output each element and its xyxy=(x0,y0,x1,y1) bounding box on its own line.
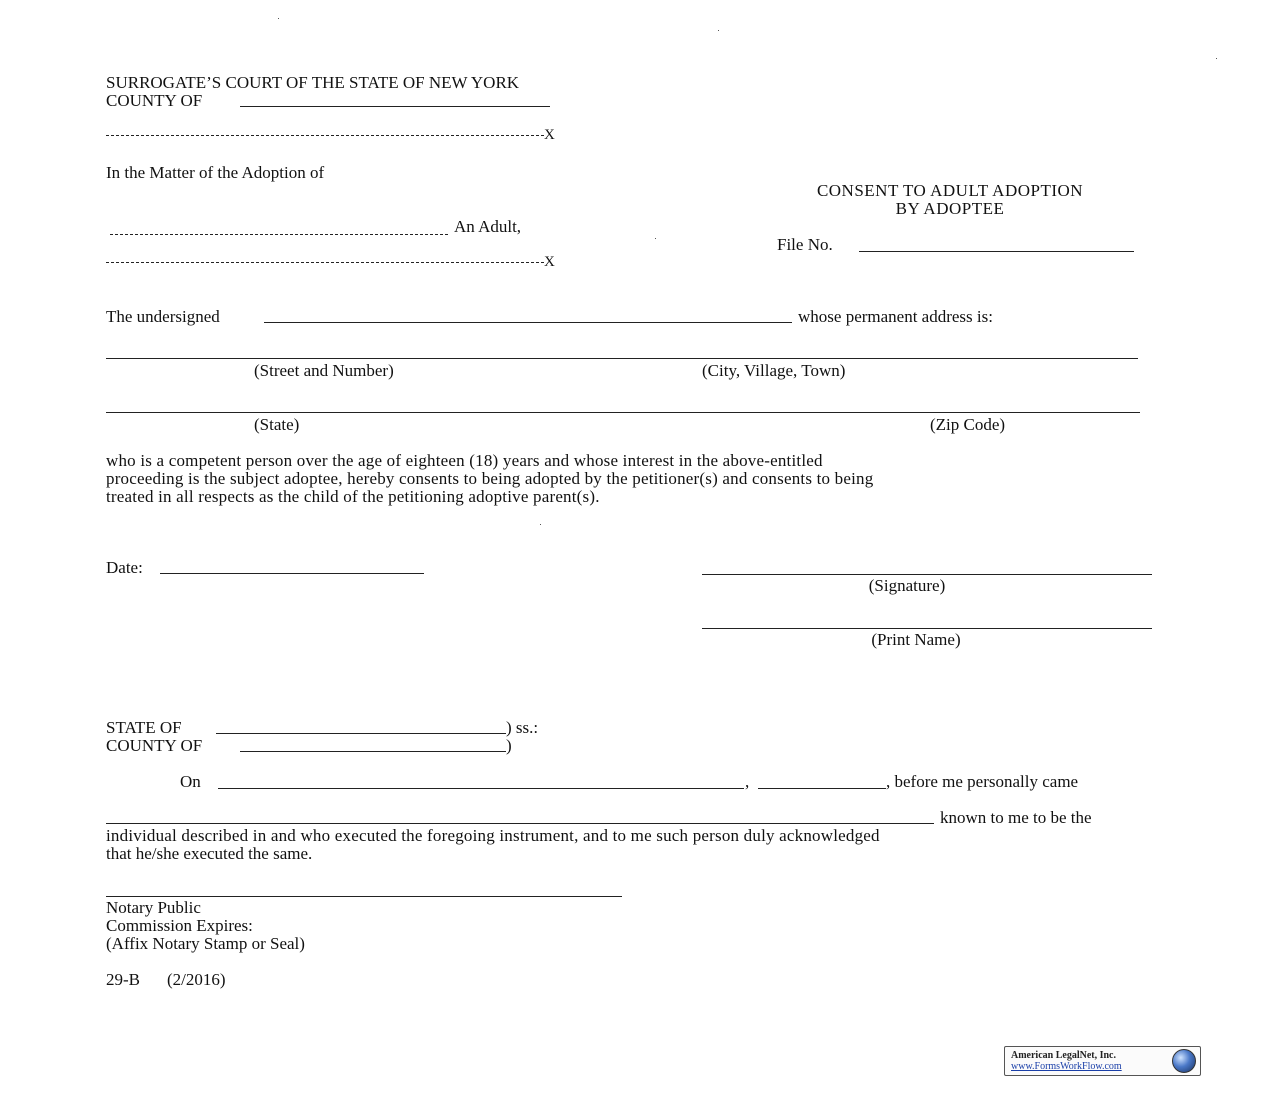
permanent-address-label: whose permanent address is: xyxy=(798,307,993,326)
scan-speck xyxy=(718,30,719,31)
file-no-label: File No. xyxy=(777,235,833,254)
county-label: COUNTY OF xyxy=(106,91,203,110)
scan-speck xyxy=(655,238,656,239)
caption-dashed-line-top xyxy=(106,127,555,144)
state-label: (State) xyxy=(254,415,300,434)
on-label: On xyxy=(180,772,201,791)
logo-company: American LegalNet, Inc. xyxy=(1011,1050,1116,1061)
notary-title: Notary Public xyxy=(106,898,201,917)
city-label: (City, Village, Town) xyxy=(702,361,846,380)
caption-x-mark: X xyxy=(544,127,555,143)
before-me-label: , before me personally came xyxy=(886,772,1079,791)
ack-county-field[interactable] xyxy=(240,751,506,752)
scan-speck xyxy=(540,524,541,525)
signature-label: (Signature) xyxy=(868,576,946,595)
ack-close-paren: ) xyxy=(506,736,512,755)
form-title-line1: CONSENT TO ADULT ADOPTION xyxy=(816,181,1084,200)
signature-field[interactable] xyxy=(702,574,1152,575)
notary-signature-field[interactable] xyxy=(106,896,622,897)
undersigned-name-field[interactable] xyxy=(264,322,792,323)
logo-url[interactable]: www.FormsWorkFlow.com xyxy=(1011,1061,1122,1072)
known-label: known to me to be the xyxy=(940,808,1092,827)
ack-county-label: COUNTY OF xyxy=(106,736,203,755)
ack-person-field[interactable] xyxy=(106,823,934,824)
form-date: (2/2016) xyxy=(167,970,226,989)
notary-commission: Commission Expires: xyxy=(106,916,253,935)
notary-stamp: (Affix Notary Stamp or Seal) xyxy=(106,934,305,953)
american-legalnet-logo[interactable] xyxy=(1004,1046,1201,1076)
print-name-label: (Print Name) xyxy=(871,630,961,649)
adult-suffix: An Adult, xyxy=(454,217,522,236)
caption-x-mark-bottom: X xyxy=(544,254,555,270)
ack-date-field[interactable] xyxy=(218,788,744,789)
ack-line-3: that he/she executed the same. xyxy=(106,844,313,863)
ack-state-field[interactable] xyxy=(216,733,506,734)
ack-comma: , xyxy=(745,772,750,791)
matter-line: In the Matter of the Adoption of xyxy=(106,163,325,182)
print-name-field[interactable] xyxy=(702,628,1152,629)
file-no-field[interactable] xyxy=(859,251,1134,252)
consent-line-1: who is a competent person over the age of eighteen (18) years and whose interest in the above-entitled xyxy=(106,451,823,470)
date-label: Date: xyxy=(106,558,143,577)
scan-speck xyxy=(278,18,279,19)
ack-state-label: STATE OF xyxy=(106,718,182,737)
ss-label: ) ss.: xyxy=(506,718,539,737)
ack-year-field[interactable] xyxy=(758,788,886,789)
street-label: (Street and Number) xyxy=(254,361,394,380)
court-heading: SURROGATE’S COURT OF THE STATE OF NEW YORK xyxy=(106,73,520,92)
globe-icon xyxy=(1172,1049,1196,1073)
undersigned-label: The undersigned xyxy=(106,307,220,326)
adoptee-name-field[interactable] xyxy=(110,234,448,235)
caption-dashed-line-bottom xyxy=(106,254,555,271)
date-field[interactable] xyxy=(160,573,424,574)
consent-line-3: treated in all respects as the child of the petitioning adoptive parent(s). xyxy=(106,487,600,506)
ack-line-2: individual described in and who executed the foregoing instrument, and to me such person duly acknowledged xyxy=(106,826,880,845)
scan-speck xyxy=(1216,58,1217,59)
zip-label: (Zip Code) xyxy=(930,415,1006,434)
form-number: 29-B xyxy=(106,970,140,989)
street-city-field[interactable] xyxy=(106,358,1138,359)
county-field[interactable] xyxy=(240,106,550,107)
state-zip-field[interactable] xyxy=(106,412,1140,413)
consent-line-2: proceeding is the subject adoptee, hereby consents to being adopted by the petitioner(s) and consents to being xyxy=(106,469,874,488)
form-title-line2: BY ADOPTEE xyxy=(895,199,1005,218)
